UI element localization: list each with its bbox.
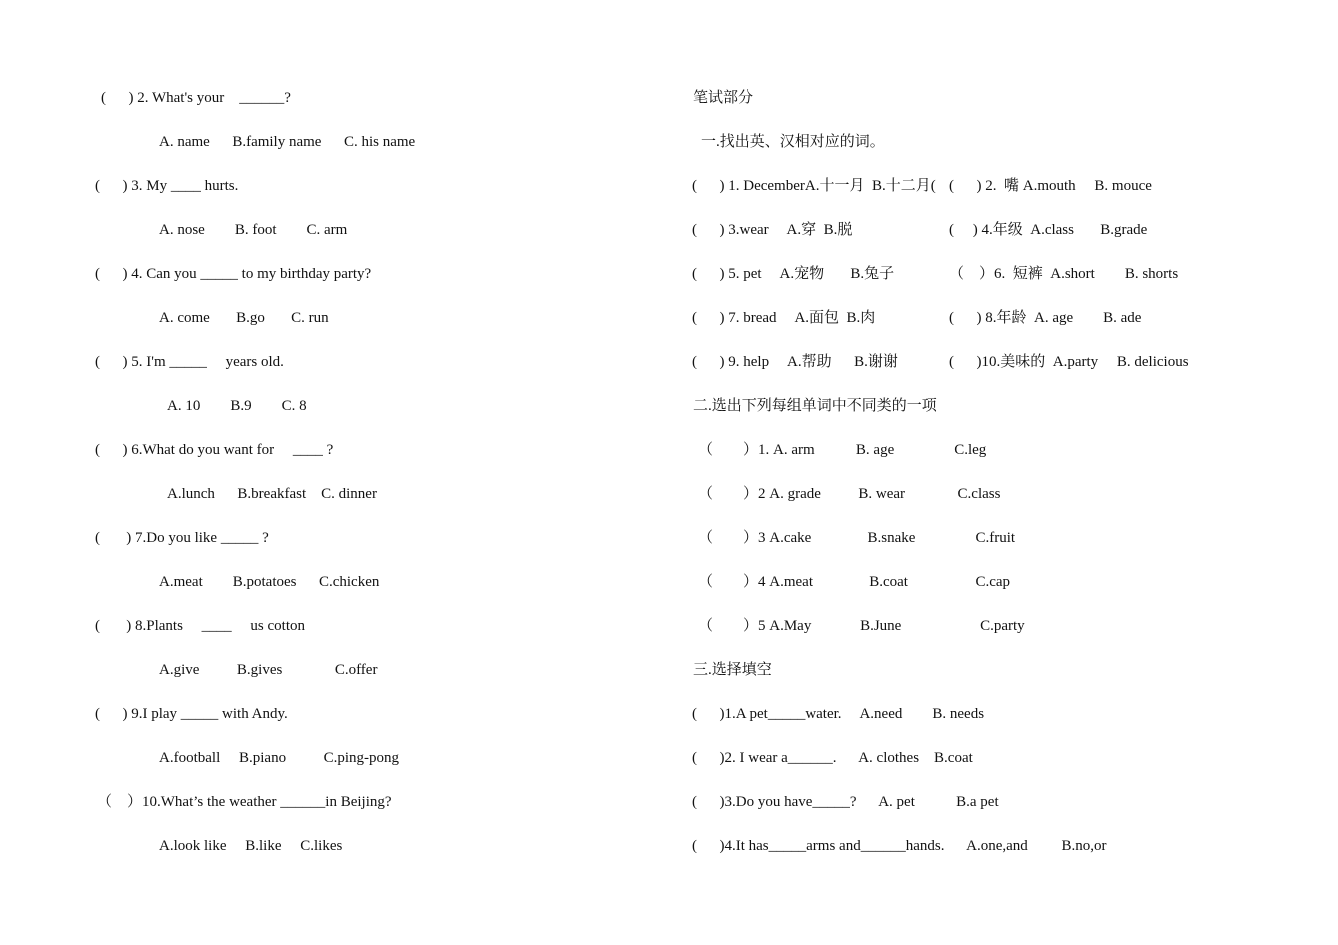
- question-3: ( ) 3. My ____ hurts.: [95, 178, 239, 194]
- section3-item-2: ( )2. I wear a______. A. clothes B.coat: [692, 750, 973, 766]
- question-6: ( ) 6.What do you want for ____ ?: [95, 442, 334, 458]
- options-8: A.give B.gives C.offer: [159, 662, 378, 678]
- section1-item-5: ( ) 5. pet A.宠物 B.兔子: [692, 266, 895, 282]
- page-title: 笔试部分: [693, 90, 754, 106]
- section2-item-1: （ ）1. A. arm B. age C.leg: [698, 442, 987, 458]
- options-4: A. come B.go C. run: [159, 310, 329, 326]
- section2-item-3: （ ）3 A.cake B.snake C.fruit: [698, 530, 1016, 546]
- question-9: ( ) 9.I play _____ with Andy.: [95, 706, 288, 722]
- section1-item-2: ( ) 2. 嘴 A.mouth B. mouce: [949, 178, 1152, 194]
- question-2: ( ) 2. What's your ______?: [101, 90, 291, 106]
- question-10: （ ）10.What’s the weather ______in Beijing?: [97, 794, 392, 810]
- section1-item-1: ( ) 1. DecemberA.十一月 B.十二月(: [692, 178, 936, 194]
- section1-item-10: ( )10.美味的 A.party B. delicious: [949, 354, 1189, 370]
- section1-item-3: ( ) 3.wear A.穿 B.脱: [692, 222, 853, 238]
- options-6: A.lunch B.breakfast C. dinner: [167, 486, 377, 502]
- options-5: A. 10 B.9 C. 8: [167, 398, 307, 414]
- section1-item-7: ( ) 7. bread A.面包 B.肉: [692, 310, 876, 326]
- section1-item-4: ( ) 4.年级 A.class B.grade: [949, 222, 1148, 238]
- question-4: ( ) 4. Can you _____ to my birthday party?: [95, 266, 372, 282]
- options-3: A. nose B. foot C. arm: [159, 222, 348, 238]
- section2-item-2: （ ）2 A. grade B. wear C.class: [698, 486, 1001, 502]
- section1-item-8: ( ) 8.年龄 A. age B. ade: [949, 310, 1142, 326]
- section3-item-1: ( )1.A pet_____water. A.need B. needs: [692, 706, 985, 722]
- section3-title: 三.选择填空: [693, 662, 772, 678]
- question-8: ( ) 8.Plants ____ us cotton: [95, 618, 305, 634]
- section1-item-9: ( ) 9. help A.帮助 B.谢谢: [692, 354, 898, 370]
- section3-item-4: ( )4.It has_____arms and______hands. A.one,and B.no,or: [692, 838, 1107, 854]
- options-9: A.football B.piano C.ping-pong: [159, 750, 399, 766]
- section1-item-6: （ ）6. 短裤 A.short B. shorts: [949, 266, 1179, 282]
- question-5: ( ) 5. I'm _____ years old.: [95, 354, 284, 370]
- section2-item-4: （ ）4 A.meat B.coat C.cap: [698, 574, 1011, 590]
- section1-title: 一.找出英、汉相对应的词。: [701, 134, 885, 150]
- options-7: A.meat B.potatoes C.chicken: [159, 574, 380, 590]
- options-2: A. name B.family name C. his name: [159, 134, 416, 150]
- section2-item-5: （ ）5 A.May B.June C.party: [698, 618, 1025, 634]
- options-10: A.look like B.like C.likes: [159, 838, 343, 854]
- question-7: ( ) 7.Do you like _____ ?: [95, 530, 269, 546]
- section3-item-3: ( )3.Do you have_____? A. pet B.a pet: [692, 794, 999, 810]
- section2-title: 二.选出下列每组单词中不同类的一项: [693, 398, 937, 414]
